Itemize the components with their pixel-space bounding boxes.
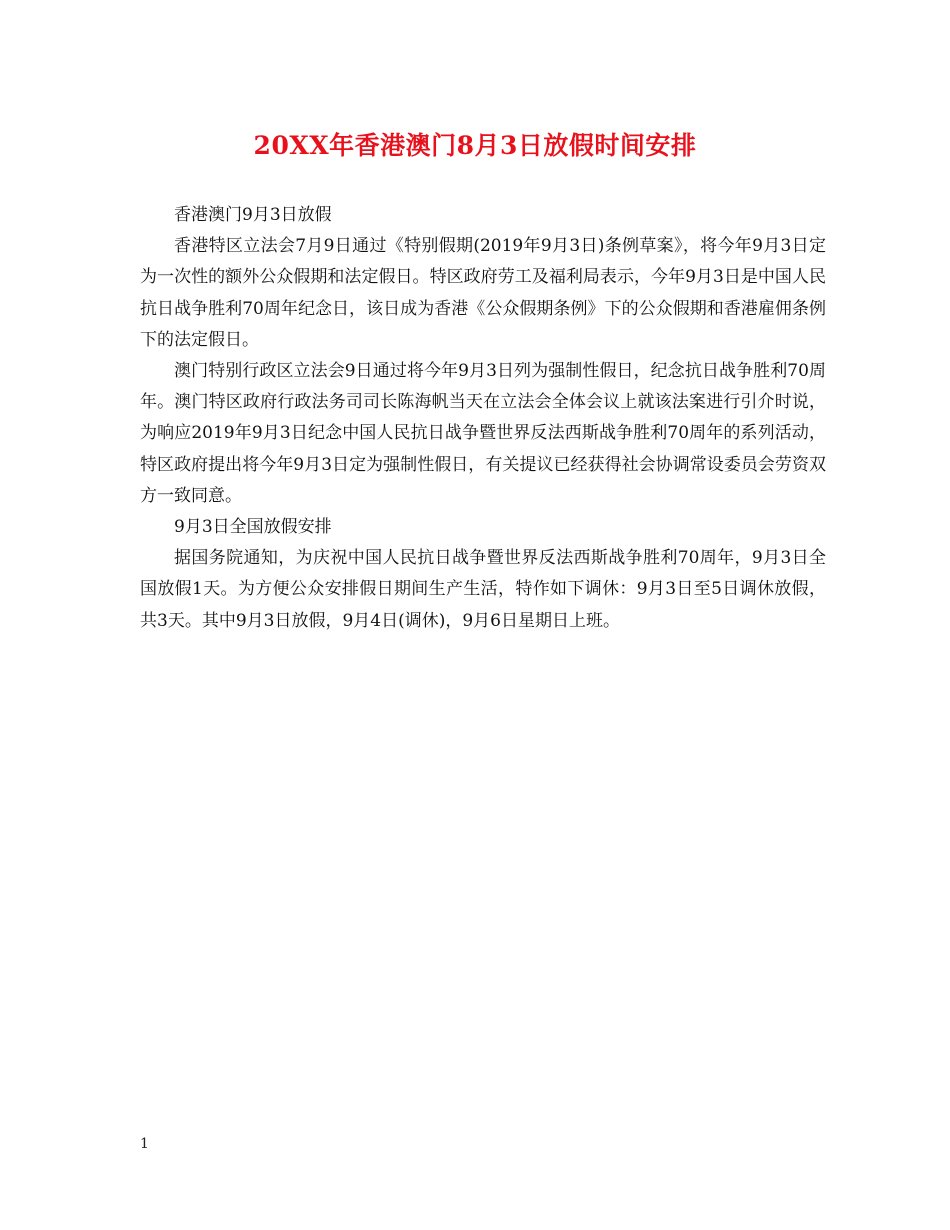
page-number: 1 bbox=[140, 1136, 149, 1152]
document-title: 20XX年香港澳门8月3日放假时间安排 bbox=[253, 131, 697, 160]
section-heading: 9月3日全国放假安排 bbox=[174, 517, 332, 538]
paragraph: 据国务院通知，为庆祝中国人民抗日战争暨世界反法西斯战争胜利70周年，9月3日全国放假1天。为方便公众安排假日期间生产生活，特作如下调休：9月3日至5日调休放假，共3天。其中9月3日放假，9月4日(调休)，9月6日星期日上班。 bbox=[140, 548, 826, 631]
document-body bbox=[140, 200, 826, 637]
paragraph: 澳门特别行政区立法会9日通过将今年9月3日列为强制性假日，纪念抗日战争胜利70周年。澳门特区政府行政法务司司长陈海帆当天在立法会全体会议上就该法案进行引介时说，为响应2019年9月3日纪念中国人民抗日战争暨世界反法西斯战争胜利70周年的系列活动，特区政府提出将今年9月3日定为强制性假日，有关提议已经获得社会协调常设委员会劳资双方一致同意。 bbox=[140, 361, 826, 506]
paragraph: 香港特区立法会7月9日通过《特别假期(2019年9月3日)条例草案》，将今年9月3日定为一次性的额外公众假期和法定假日。特区政府劳工及福利局表示，今年9月3日是中国人民抗日战争胜利70周年纪念日，该日成为香港《公众假期条例》下的公众假期和香港雇佣条例下的法定假日。 bbox=[140, 236, 826, 350]
section-heading: 香港澳门9月3日放假 bbox=[174, 205, 332, 225]
